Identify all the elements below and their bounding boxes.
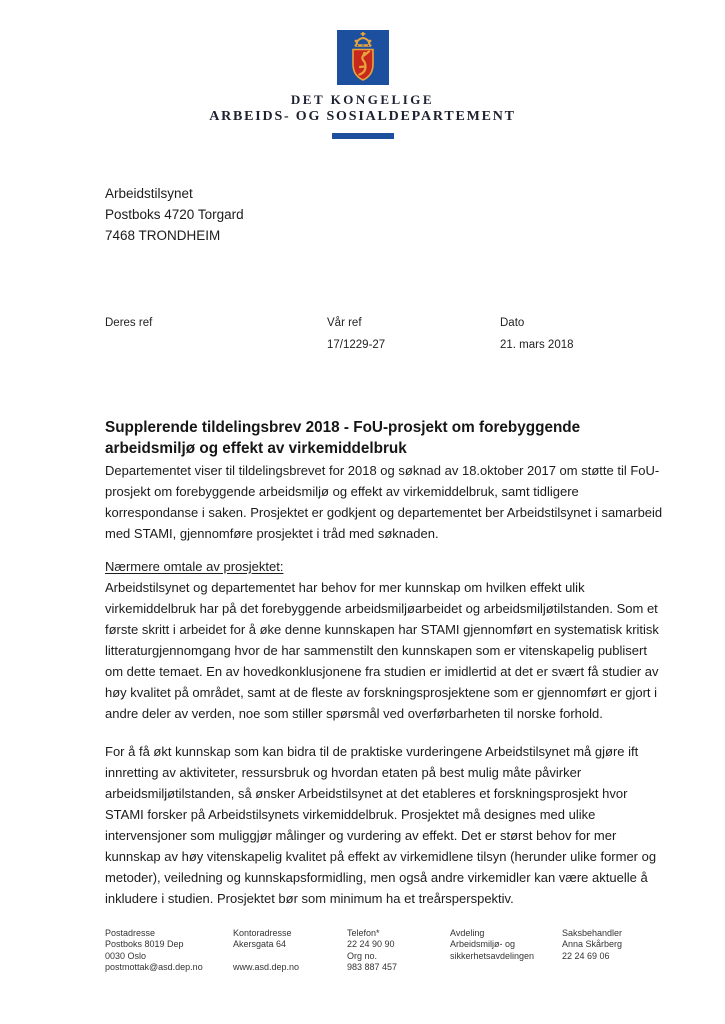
letterhead-line1: DET KONGELIGE (290, 92, 435, 107)
letterhead (0, 30, 725, 139)
footer-kontoradresse-line1: Akersgata 64 (233, 939, 287, 950)
recipient-name: Arbeidstilsynet (105, 186, 193, 201)
recipient-city: 7468 TRONDHEIM (105, 228, 221, 243)
footer-postadresse-email: postmottak@asd.dep.no (105, 961, 203, 972)
dato-value: 21. mars 2018 (500, 339, 574, 351)
footer-orgno-value: 983 887 457 (347, 961, 398, 972)
footer-orgno-label: Org no. (347, 950, 378, 961)
footer-column-postadresse (105, 928, 203, 973)
banner-strip (332, 133, 394, 139)
footer-avdeling-line2: sikkerhetsavdelingen (450, 950, 535, 961)
var-ref-value: 17/1229-27 (327, 339, 386, 351)
footer-saksbehandler-phone: 22 24 69 06 (562, 950, 610, 961)
footer-column-kontoradresse (233, 928, 299, 973)
footer-kontoradresse-website: www.asd.dep.no (233, 961, 300, 972)
section-heading: Nærmere omtale av prosjektet: (105, 559, 284, 574)
letter-footer (0, 928, 725, 988)
var-ref-column (327, 317, 385, 351)
footer-postadresse-line2: 0030 Oslo (105, 950, 147, 961)
reference-row (0, 317, 725, 367)
footer-telefon-number: 22 24 90 90 (347, 939, 395, 950)
footer-column-saksbehandler (562, 928, 622, 962)
deres-ref-label: Deres ref (105, 317, 153, 329)
footer-kontoradresse-line2 (233, 951, 299, 962)
recipient-street: Postboks 4720 Torgard (105, 207, 244, 222)
letter-title: Supplerende tildelingsbrev 2018 - FoU-prosjekt om forebyggende arbeidsmiljø og effekt av virkemiddelbruk (105, 419, 581, 457)
letterhead-line2: ARBEIDS- OG SOSIALDEPARTEMENT (209, 109, 516, 124)
deres-ref-column (105, 317, 152, 329)
footer-header-kontoradresse: Kontoradresse (233, 928, 292, 938)
dato-label: Dato (500, 317, 525, 329)
dato-column (500, 317, 574, 351)
letter-paragraph-2: Arbeidstilsynet og departementet har behov for mer kunnskap om hvilken effekt ulik virkemiddelbruk har på det forebyggende arbeidsmiljøarbeidet og arbeidsmiljøtilstanden. Som et første skritt i arbeidet for å øke denne kunnskapen har STAMI gjennomført en systematisk kritisk litteraturgjennomgang hvor de har sammenstilt den kunnskapen som er vitenskapelig publisert om dette temaet. En av hovedkonklusjonene fra studien er imidlertid at det er svært få studier av høy kvalitet på området, samt at de fleste av forskningsprosjektene som er gjennomført er gjort i andre deler av verden, noe som stiller spørsmål ved overførbarheten til norske forhold. (105, 580, 659, 721)
letter-paragraph-3: For å få økt kunnskap som kan bidra til de praktiske vurderingene Arbeidstilsynet må gjøre ift innretting av aktiviteter, ressursbruk og hvordan etaten på best mulig måte påvirker arbeidsmiljøtilstanden, så ønsker Arbeidstilsynet at det etableres et forskningsprosjekt hvor STAMI forsker på Arbeidstilsynets virkemiddelbruk. Prosjektet må designes med ulike intervensjoner som muliggjør målinger og vurdering av effekt. Det er størst behov for mer kunnskap av høy vitenskapelig kvalitet på effekt av virkemidlene tilsyn (herunder ulike former og metoder), veiledning og kunnskapsformidling, men også andre virkemidler kan være aktuelle å inkludere i studien. Prosjektet bør som minimum ha et treårsperspektiv. (105, 744, 657, 906)
norwegian-coat-of-arms-icon (337, 30, 389, 85)
footer-postadresse-line1: Postboks 8019 Dep (105, 939, 184, 950)
footer-header-telefon: Telefon* (347, 928, 380, 938)
letter-paragraph-1: Departementet viser til tildelingsbrevet for 2018 og søknad av 18.oktober 2017 om støtte til FoU-prosjekt om forebyggende arbeidsmiljø og effekt av virkemiddelbruk, samt tidligere korrespondanse i saken. Prosjektet er godkjent og departementet ber Arbeidstilsynet i samarbeid med STAMI, gjennomføre prosjektet i tråd med søknaden. (105, 463, 663, 541)
footer-header-avdeling: Avdeling (450, 928, 485, 938)
footer-saksbehandler-name: Anna Skårberg (562, 939, 623, 950)
recipient-address (105, 183, 244, 246)
footer-header-postadresse: Postadresse (105, 928, 156, 938)
footer-column-avdeling (450, 928, 534, 962)
footer-avdeling-line1: Arbeidsmiljø- og (450, 939, 516, 950)
var-ref-label: Vår ref (327, 317, 362, 329)
lion-head-shape (362, 52, 365, 55)
footer-header-saksbehandler: Saksbehandler (562, 928, 623, 938)
footer-column-telefon (347, 928, 397, 973)
